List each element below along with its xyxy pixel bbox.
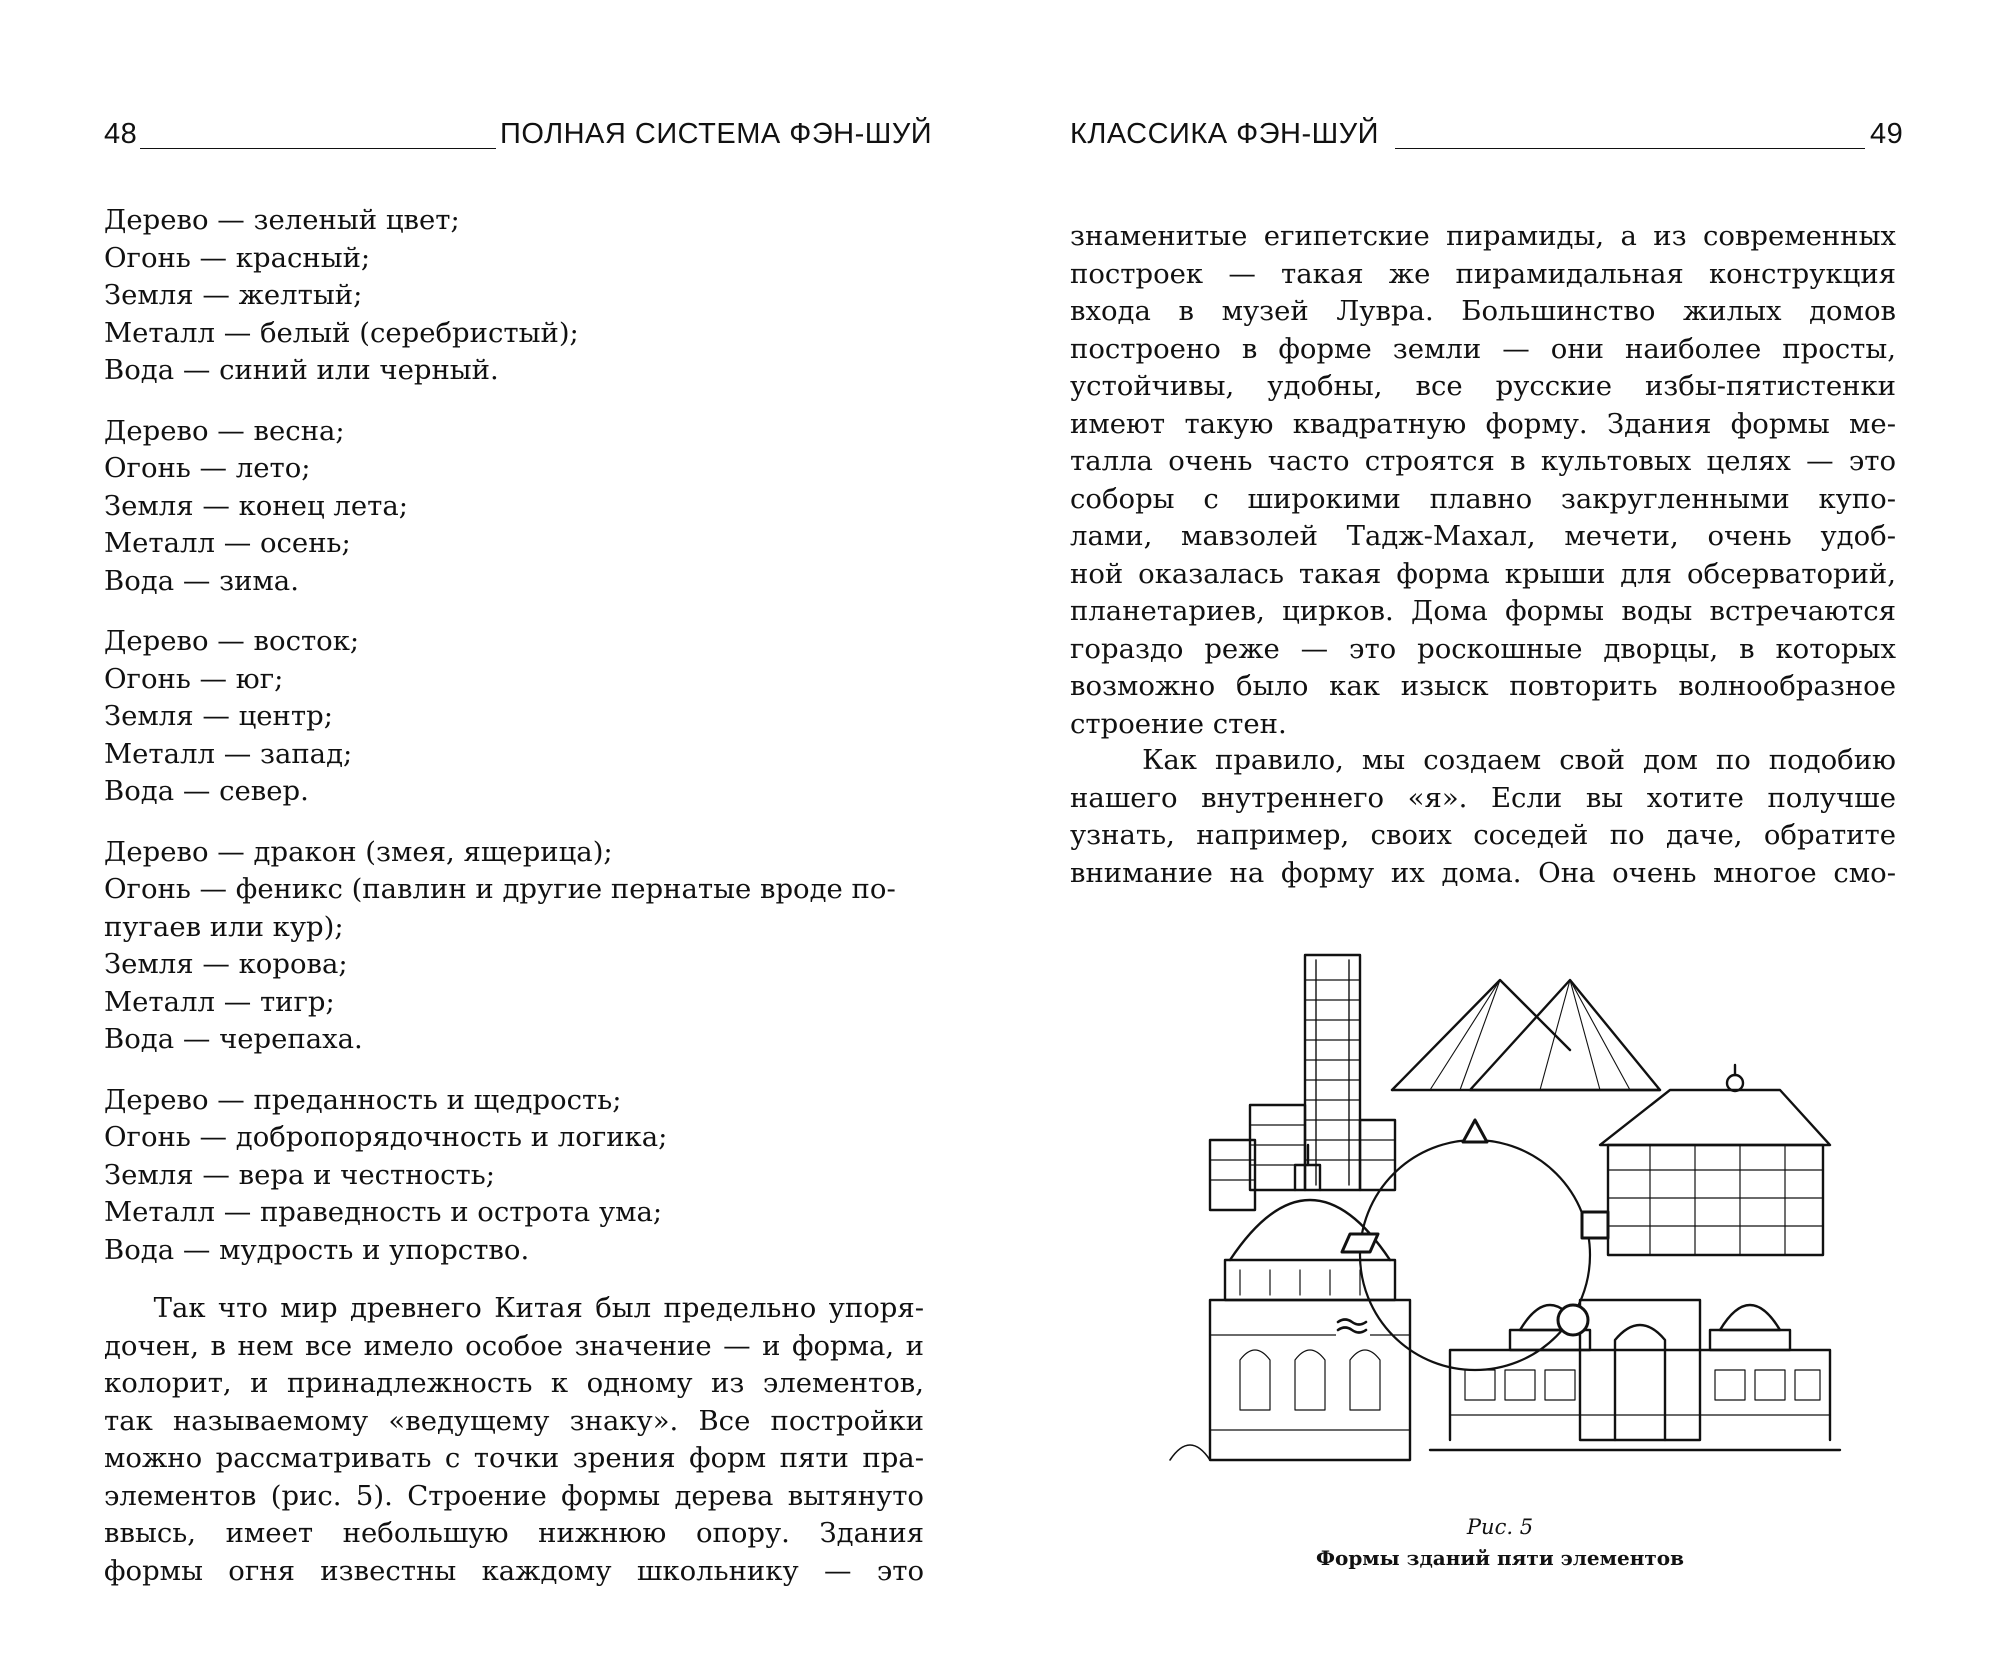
list-item: Металл — тигр; (104, 985, 335, 1018)
list-item: Земля — вера и честность; (104, 1158, 495, 1191)
list-item: Огонь — феникс (павлин и другие пернатые вроде по- (104, 873, 896, 905)
left-running-header (0, 118, 1000, 158)
five-elements-buildings-illustration (1130, 940, 1850, 1510)
list-item: Дерево — преданность и щедрость; (104, 1083, 622, 1116)
domed-cathedral-drawing (1170, 1145, 1410, 1460)
header-rule (140, 148, 496, 149)
right-page (1000, 0, 2000, 1665)
text-line: построек — такая же пирамидальная конструкция (1070, 257, 1896, 290)
text-line: талла очень часто строятся в культовых целях — это (1070, 445, 1896, 477)
right-page-number: 49 (1870, 118, 1904, 150)
mosque-building-drawing (1430, 1300, 1840, 1450)
seasons-list (104, 413, 896, 601)
text-line: дочен, в нем все имело особое значение — и форма, и (104, 1329, 924, 1362)
house-building-drawing (1600, 1065, 1830, 1255)
directions-list (104, 623, 896, 811)
text-line: возможно было как изыск повторить волнообразное (1070, 670, 1896, 702)
list-item: Земля — корова; (104, 948, 348, 980)
animals-list (104, 834, 896, 1059)
text-line: устойчивы, удобны, все русские избы-пятистенки (1070, 370, 1896, 402)
text-line: строение стен. (1070, 707, 1287, 740)
text-line: ной оказалась такая форма крыши для обсерваторий, (1070, 557, 1896, 590)
figure-label: Рис. 5 (1466, 1515, 1534, 1539)
list-item: Огонь — добропорядочность и логика; (104, 1121, 668, 1153)
left-page-number: 48 (104, 118, 138, 150)
text-line: можно рассматривать с точки зрения форм пяти пра- (104, 1442, 924, 1474)
virtues-list (104, 1082, 896, 1270)
text-line: Как правило, мы создаем свой дом по подобию (1070, 744, 1896, 776)
header-rule (1395, 148, 1865, 149)
text-line: Так что мир древнего Китая был предельно упоря- (104, 1292, 924, 1324)
text-line: соборы с широкими плавно закругленными купо- (1070, 482, 1896, 515)
list-item: Огонь — красный; (104, 241, 371, 274)
tower-building-drawing (1210, 955, 1395, 1210)
list-item: Вода — мудрость и упорство. (104, 1233, 530, 1266)
five-elements-symbol-cycle (1336, 1120, 1608, 1370)
list-item: Огонь — лето; (104, 452, 311, 484)
text-line: лами, мавзолей Тадж-Махал, мечети, очень удоб- (1070, 520, 1896, 552)
text-line: узнать, например, своих соседей по даче, обратите (1070, 819, 1896, 851)
list-item: Дерево — дракон (змея, ящерица); (104, 835, 613, 868)
right-body-paragraph-2 (1070, 742, 1896, 892)
list-item: Дерево — весна; (104, 414, 345, 447)
text-line: гораздо реже — это роскошные дворцы, в которых (1070, 632, 1896, 665)
list-item: Вода — черепаха. (104, 1023, 363, 1055)
list-item: Земля — центр; (104, 700, 333, 732)
left-body-paragraph (104, 1290, 924, 1590)
list-item: Металл — праведность и острота ума; (104, 1196, 663, 1228)
text-line: внимание на форму их дома. Она очень многое смо- (1070, 856, 1896, 889)
right-body-paragraph-1 (1070, 218, 1896, 743)
text-line: нашего внутреннего «я». Если вы хотите получше (1070, 781, 1896, 814)
text-line: так называемому «ведущему знаку». Все постройки (104, 1404, 924, 1437)
text-line: знаменитые египетские пирамиды, а из современных (1070, 220, 1896, 252)
right-running-header (1000, 118, 2000, 158)
list-item: Вода — синий или черный. (104, 354, 499, 386)
pyramids-drawing (1392, 980, 1660, 1090)
list-item: Вода — север. (104, 775, 309, 807)
list-item: пугаев или кур); (104, 910, 344, 943)
list-item: Земля — желтый; (104, 279, 363, 311)
text-line: формы огня известны каждому школьнику — это (104, 1554, 924, 1587)
list-item: Металл — запад; (104, 737, 353, 770)
text-line: построено в форме земли — они наиболее просты, (1070, 332, 1896, 365)
colors-list (104, 202, 896, 390)
text-line: планетариев, цирков. Дома формы воды встречаются (1070, 595, 1896, 627)
right-header-title: КЛАССИКА ФЭН-ШУЙ (1070, 118, 1379, 150)
list-item: Металл — белый (серебристый); (104, 316, 579, 349)
list-item: Земля — конец лета; (104, 489, 408, 522)
list-item: Огонь — юг; (104, 662, 284, 695)
list-item: Металл — осень; (104, 527, 351, 559)
element-correspondence-lists (104, 202, 896, 1292)
text-line: имеют такую квадратную форму. Здания формы ме- (1070, 407, 1896, 440)
text-line: ввысь, имеет небольшую нижнюю опору. Здания (104, 1517, 924, 1549)
list-item: Дерево — зеленый цвет; (104, 204, 460, 236)
list-item: Дерево — восток; (104, 625, 360, 657)
list-item: Вода — зима. (104, 564, 299, 597)
figure-caption: Формы зданий пяти элементов (1316, 1546, 1684, 1570)
left-header-title: ПОЛНАЯ СИСТЕМА ФЭН-ШУЙ (500, 118, 933, 150)
text-line: входа в музей Лувра. Большинство жилых домов (1070, 295, 1896, 327)
text-line: элементов (рис. 5). Строение формы дерева вытянуто (104, 1479, 924, 1512)
text-line: колорит, и принадлежность к одному из элементов, (104, 1367, 924, 1399)
